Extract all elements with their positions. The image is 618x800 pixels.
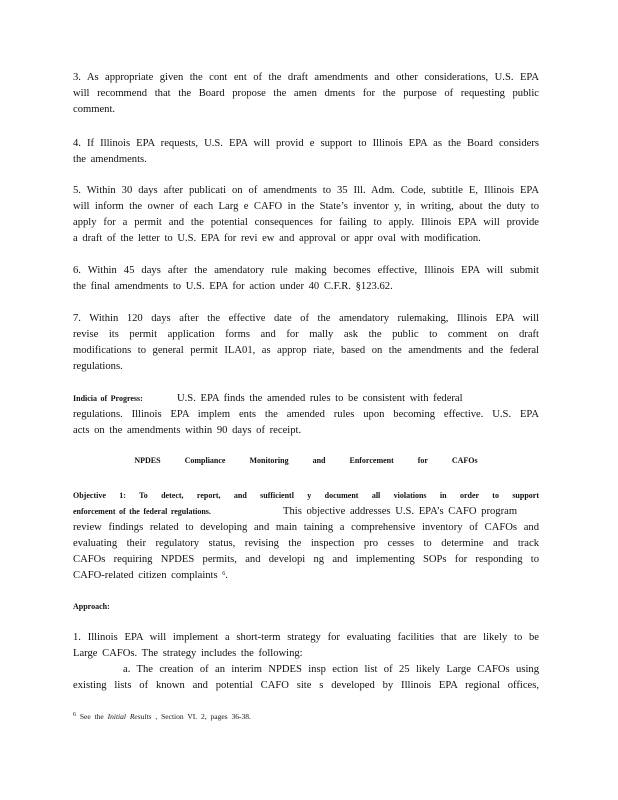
sub-item-line: a. The creation of an interim NPDES insp ection list of 25 likely Large CAFOs using bbox=[123, 664, 539, 675]
section-heading: NPDES Compliance Monitoring and Enforcement for CAFOs bbox=[134, 456, 478, 465]
paragraph-line: Large CAFOs. The strategy includes the following: bbox=[73, 648, 303, 659]
objective-last-line: CAFO-related citizen complaints $^6$. bbox=[73, 570, 228, 581]
approach-heading: Approach: bbox=[73, 602, 110, 611]
footnote-text-pre: See the bbox=[79, 712, 104, 721]
objective-subtitle: enforcement of the federal regulations. bbox=[73, 507, 211, 516]
objective-paragraph bbox=[73, 488, 539, 584]
paragraph-line: review findings related to developing and main taining a comprehensive inventory of CAFOs and bbox=[73, 522, 539, 533]
footnote-title: Initial Results bbox=[107, 712, 152, 721]
paragraph-line: U.S. EPA finds the amended rules to be consistent with federal bbox=[177, 393, 463, 404]
paragraph-line: 4. If Illinois EPA requests, U.S. EPA will provid e support to Illinois EPA as the Board considers bbox=[73, 138, 539, 149]
objective-title: Objective 1: To detect, report, and sufficientl y document all violations in order to support bbox=[73, 491, 539, 500]
paragraph-line: the final amendments to U.S. EPA for action under 40 C.F.R. §123.62. bbox=[73, 281, 393, 292]
paragraph-line: CAFO-related citizen complaints bbox=[73, 570, 218, 581]
paragraph-line: 6. Within 45 days after the amendatory rule making becomes effective, Illinois EPA will submit bbox=[73, 265, 539, 276]
paragraph-line: existing lists of known and potential CAFO site s developed by Illinois EPA regional offices, bbox=[73, 680, 539, 691]
paragraph-5 bbox=[73, 183, 539, 247]
paragraph-line: modifications to general permit ILA01, as approp riate, based on the amendments and the federal bbox=[73, 345, 539, 356]
paragraph-7 bbox=[73, 311, 539, 375]
paragraph-line: regulations. bbox=[73, 361, 123, 372]
paragraph-line: 7. Within 120 days after the effective date of the amendatory rulemaking, Illinois EPA will bbox=[73, 313, 539, 324]
paragraph-line: will inform the owner of each Larg e CAFO in the State’s inventor y, in writing, about the duty to bbox=[73, 201, 539, 212]
paragraph-line: This objective addresses U.S. EPA’s CAFO program bbox=[283, 506, 518, 517]
paragraph-line: CAFOs requiring NPDES permits, and developi ng and implementing SOPs for responding to bbox=[73, 554, 539, 565]
indicia-of-progress bbox=[73, 391, 539, 439]
paragraph-line: will recommend that the Board propose the amen dments for the purpose of requesting public bbox=[73, 88, 539, 99]
paragraph-line: 5. Within 30 days after publicati on of amendments to 35 Ill. Adm. Code, subtitle E, Illinois EPA bbox=[73, 185, 539, 196]
objective-line-2 bbox=[73, 504, 539, 520]
paragraph-line: evaluating their regulatory status, revising the inspection pro cesses to determine and track bbox=[73, 538, 539, 549]
footnote-text-post: , Section VI. 2, pages 36-38. bbox=[151, 712, 251, 721]
paragraph-line: 3. As appropriate given the cont ent of the draft amendments and other considerations, U.S. EPA bbox=[73, 72, 539, 83]
footnote-reference[interactable]: 6 bbox=[222, 571, 226, 577]
paragraph-line: comment. bbox=[73, 104, 116, 115]
footnote-number: 6 bbox=[73, 712, 76, 718]
paragraph-line: revise its permit application forms and for mally ask the public to comment on draft bbox=[73, 329, 539, 340]
paragraph-6 bbox=[73, 263, 539, 295]
paragraph-line: regulations. Illinois EPA implem ents the amended rules upon becoming effective. U.S. EPA bbox=[73, 409, 539, 420]
paragraph-3 bbox=[73, 70, 539, 118]
approach-paragraph bbox=[73, 630, 539, 694]
indicia-first-line bbox=[73, 391, 539, 407]
paragraph-line: a draft of the letter to U.S. EPA for revi ew and approval or appr oval with modification. bbox=[73, 233, 481, 244]
indicia-label: Indicia of Progress: bbox=[73, 394, 143, 403]
paragraph-line: apply for a permit and the potential consequences for failing to apply. Illinois EPA will provide bbox=[73, 217, 539, 228]
footnote bbox=[73, 711, 251, 723]
paragraph-line: the amendments. bbox=[73, 154, 147, 165]
paragraph-line: 1. Illinois EPA will implement a short-term strategy for evaluating facilities that are likely to be bbox=[73, 632, 539, 643]
paragraph-line: acts on the amendments within 90 days of receipt. bbox=[73, 425, 302, 436]
paragraph-4 bbox=[73, 136, 539, 168]
